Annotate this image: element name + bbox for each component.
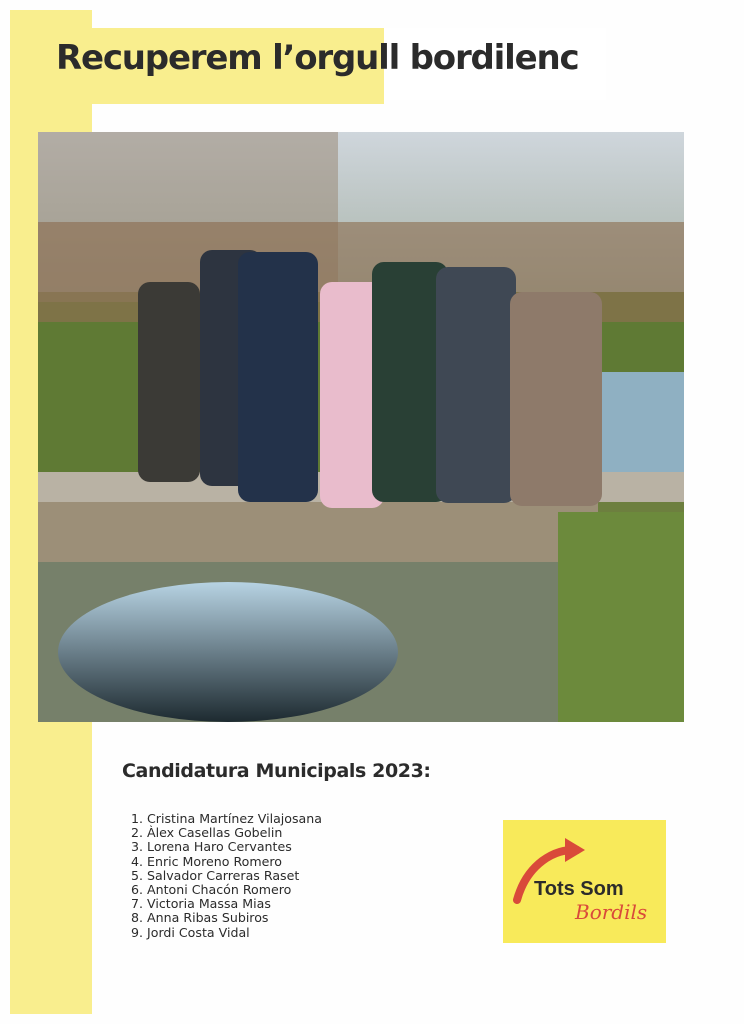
list-item: 4. Enric Moreno Romero [131, 853, 282, 869]
group-photo [38, 132, 684, 722]
photo-scene [38, 132, 684, 722]
river-under-bridge [58, 582, 398, 722]
list-item: 3. Lorena Haro Cervantes [131, 839, 292, 855]
candidature-title: Candidatura Municipals 2023: [122, 760, 431, 782]
list-item: 5. Salvador Carreras Raset [131, 867, 300, 883]
list-item: 7. Victoria Massa Mias [131, 896, 271, 912]
list-item: 9. Jordi Costa Vidal [131, 924, 250, 940]
logo-text-bordils: Bordils [575, 900, 648, 924]
bridge-wall [38, 502, 598, 562]
grass-bank [558, 512, 684, 722]
list-item: 2. Àlex Casellas Gobelin [131, 825, 283, 841]
logo-text-tots-som: Tots Som [534, 878, 624, 900]
candidate-list [131, 812, 322, 940]
list-item: 1. Cristina Martínez Vilajosana [131, 811, 322, 826]
page-title: Recuperem l’orgull bordilenc [56, 38, 579, 78]
tots-som-bordils-logo [503, 820, 666, 943]
list-item: 8. Anna Ribas Subiros [131, 910, 269, 926]
title-banner [46, 28, 606, 100]
list-item: 6. Antoni Chacón Romero [131, 882, 292, 898]
